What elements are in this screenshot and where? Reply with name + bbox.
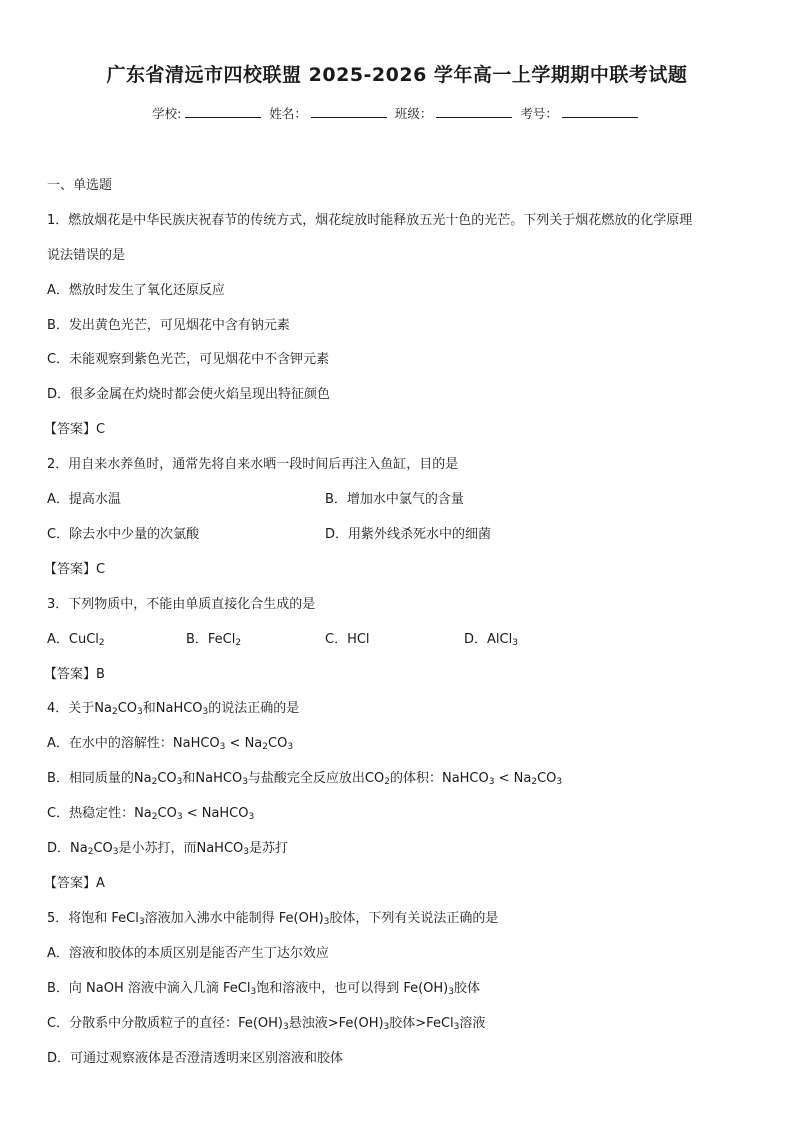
class-blank [436,105,512,118]
q5-option-a: A．溶液和胶体的本质区别是能否产生丁达尔效应 [47,946,329,961]
q1-option-d: D．很多金属在灼烧时都会使火焰呈现出特征颜色 [47,387,331,402]
q4-option-d: D．$Na_2CO_3$是小苏打，而NaHCO$_3$是苏打 [47,841,289,857]
section-heading: 一、单选题 [47,178,113,193]
q2-option-b: B．增加水中氯气的含量 [325,492,464,507]
q1-stem-line1: 1．燃放烟花是中华民族庆祝春节的传统方式，烟花绽放时能释放五光十色的光芒。下列关于烟花燃放的化学原理 [47,213,693,228]
q1-stem-line2: 说法错误的是 [47,248,126,263]
q2-option-c: C．除去水中少量的次氯酸 [47,527,200,542]
q2-answer: 【答案】C [44,562,106,577]
q3-option-b: B．FeCl$_2$ [186,632,242,648]
q3-option-a: A．CuCl$_2$ [47,632,105,648]
q4-answer: 【答案】A [44,876,105,891]
school-label: 学校: [152,106,182,121]
q4-stem: 4．关于$Na_2CO_3$和NaHCO$_3$的说法正确的是 [47,701,300,717]
name-blank [311,105,387,118]
q1-option-b: B．发出黄色光芒，可见烟花中含有钠元素 [47,318,290,333]
q1-answer: 【答案】C [44,422,106,437]
page-title: 广东省清远市四校联盟 2025-2026 学年高一上学期期中联考试题 [106,64,688,86]
q3-option-d: D．AlCl$_3$ [464,632,518,648]
q5-option-b: B．向 NaOH 溶液中滴入几滴 FeCl$_3$饱和溶液中，也可以得到 $Fe(OH)_3$胶体 [47,981,481,997]
school-blank [185,105,261,118]
q5-stem: 5．将饱和 FeCl$_3$溶液加入沸水中能制得 $Fe(OH)_3$胶体，下列有关说法正确的是 [47,911,499,927]
q5-option-c: C．分散系中分散质粒子的直径：$Fe(OH)_3$悬浊液$>Fe(OH)_3$胶体>FeCl$_3$溶液 [47,1016,486,1032]
class-label: 班级： [394,106,433,121]
name-label: 姓名： [269,106,307,121]
q3-option-c: C．HCl [325,632,370,647]
student-info-fields [0,104,794,122]
q1-option-c: C．未能观察到紫色光芒，可见烟花中不含钾元素 [47,352,330,367]
q4-option-b: B．相同质量的$Na_2CO_3$和NaHCO$_3$与盐酸完全反应放出$CO_2$的体积：NaHCO$_3$ < $Na_2CO_3$ [47,771,563,787]
q3-stem: 3．下列物质中，不能由单质直接化合生成的是 [47,597,316,612]
q2-option-d: D．用紫外线杀死水中的细菌 [325,527,492,542]
q3-answer: 【答案】B [44,667,105,682]
q2-stem: 2．用自来水养鱼时，通常先将自来水晒一段时间后再注入鱼缸，目的是 [47,457,459,472]
q5-option-d: D．可通过观察液体是否澄清透明来区别溶液和胶体 [47,1051,344,1066]
q2-option-a: A．提高水温 [47,492,121,507]
q4-option-c: C．热稳定性：$Na_2CO_3$ < NaHCO$_3$ [47,806,255,822]
exam-number-label: 考号： [520,106,558,121]
q4-option-a: A．在水中的溶解性：NaHCO$_3$ < $Na_2CO_3$ [47,736,294,752]
exam-number-blank [562,105,638,118]
q1-option-a: A．燃放时发生了氧化还原反应 [47,283,225,298]
